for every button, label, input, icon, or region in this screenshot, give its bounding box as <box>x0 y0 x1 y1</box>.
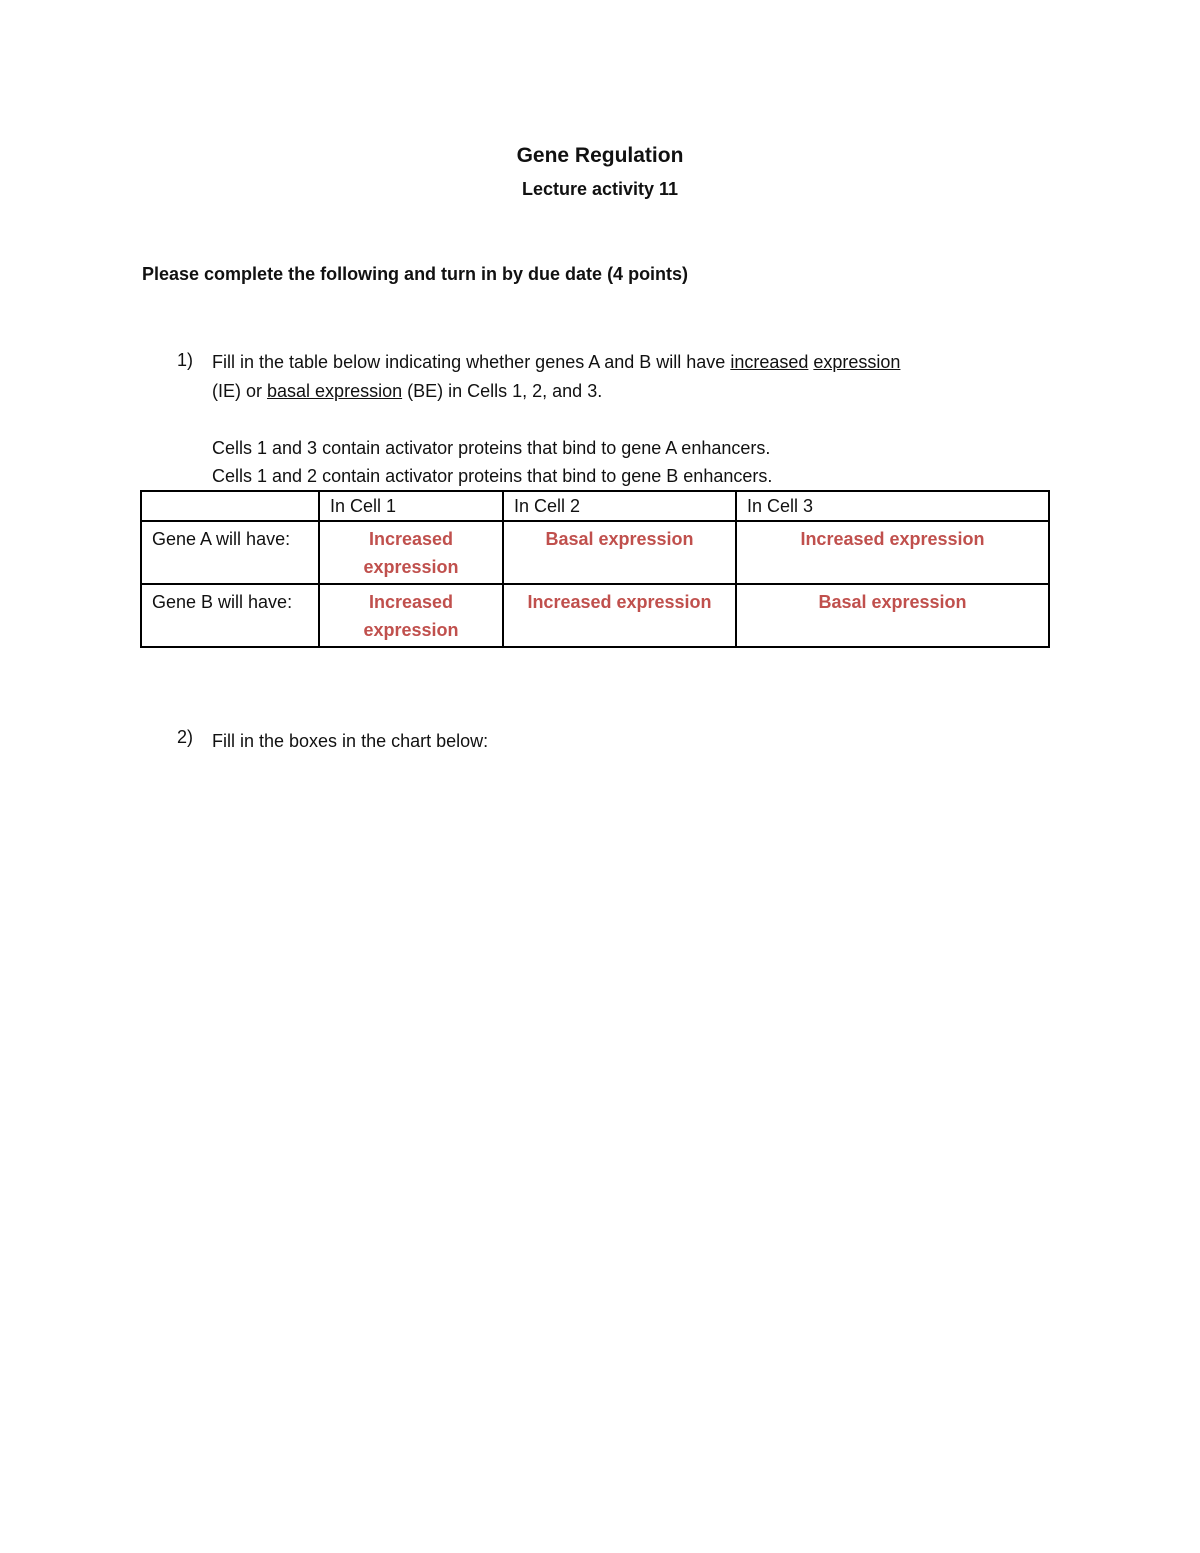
question-1-text-b: (BE) in Cells 1, 2, and 3. <box>402 381 603 401</box>
question-1-note-gene-b: Cells 1 and 2 contain activator proteins that bind to gene B enhancers. <box>212 466 773 486</box>
question-1-text-line2 <box>212 377 602 406</box>
question-1-note-gene-a: Cells 1 and 3 contain activator proteins that bind to gene A enhancers. <box>212 438 771 458</box>
answer-gene-a-cell-1: Increased expression <box>319 521 503 584</box>
table-header-cell-3: In Cell 3 <box>736 491 1049 521</box>
row-label-gene-b: Gene B will have: <box>141 584 319 647</box>
table-header-row <box>141 491 1049 521</box>
answer-gene-a-cell-3: Increased expression <box>736 521 1049 584</box>
answer-gene-a-cell-2: Basal expression <box>503 521 736 584</box>
question-1-text-a: Fill in the table below indicating whether genes A and B will have <box>212 352 731 372</box>
page-title: Gene Regulation <box>516 144 684 167</box>
question-2-number: 2) <box>177 727 194 747</box>
question-1-text <box>212 348 900 377</box>
answer-table <box>140 490 1050 648</box>
underlined-basal-expression: basal expression <box>267 381 403 401</box>
table-row <box>141 584 1049 647</box>
underlined-expression: expression <box>813 352 901 372</box>
question-1-paren-ie: (IE) or <box>212 381 268 401</box>
table-header-cell-2: In Cell 2 <box>503 491 736 521</box>
question-2-text: Fill in the boxes in the chart below: <box>212 731 489 751</box>
table-row <box>141 521 1049 584</box>
instructions: Please complete the following and turn in by due date (4 points) <box>142 264 689 284</box>
question-1-number: 1) <box>177 350 194 370</box>
answer-gene-b-cell-1: Increased expression <box>319 584 503 647</box>
page-subtitle: Lecture activity 11 <box>521 179 679 199</box>
table-header-cell-1: In Cell 1 <box>319 491 503 521</box>
answer-gene-b-cell-2: Increased expression <box>503 584 736 647</box>
answer-gene-b-cell-3: Basal expression <box>736 584 1049 647</box>
row-label-gene-a: Gene A will have: <box>141 521 319 584</box>
underlined-increased: increased <box>730 352 809 372</box>
table-header-cell <box>141 491 319 521</box>
